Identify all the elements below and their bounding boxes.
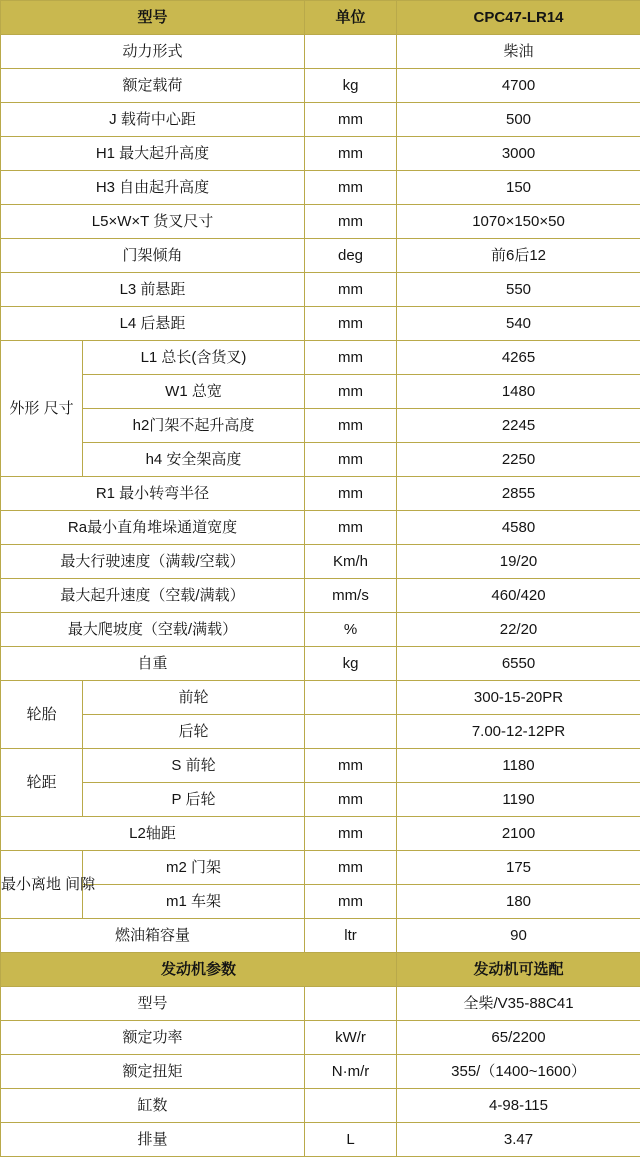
table-header-row xyxy=(1,1,640,35)
row-value: 前6后12 xyxy=(397,239,640,273)
row-label: 燃油箱容量 xyxy=(1,919,305,953)
row-unit: mm xyxy=(305,749,397,783)
row-label: P 后轮 xyxy=(83,783,305,817)
row-unit: kg xyxy=(305,647,397,681)
row-label: 缸数 xyxy=(1,1089,305,1123)
row-label: 额定功率 xyxy=(1,1021,305,1055)
row-unit: mm xyxy=(305,205,397,239)
table-row xyxy=(1,1055,640,1089)
row-label: 动力形式 xyxy=(1,35,305,69)
row-label: 最大爬坡度（空载/满载） xyxy=(1,613,305,647)
row-value: 6550 xyxy=(397,647,640,681)
row-label: 前轮 xyxy=(83,681,305,715)
row-value: 2245 xyxy=(397,409,640,443)
table-row xyxy=(1,171,640,205)
row-value: 4580 xyxy=(397,511,640,545)
row-label: 最大行驶速度（满载/空载） xyxy=(1,545,305,579)
row-value: 65/2200 xyxy=(397,1021,640,1055)
header-value: CPC47-LR14 xyxy=(397,1,640,35)
group-label-track: 轮距 xyxy=(1,749,83,817)
row-value: 3000 xyxy=(397,137,640,171)
row-unit: mm xyxy=(305,273,397,307)
row-unit: deg xyxy=(305,239,397,273)
group-label-clearance: 最小离地 间隙 xyxy=(1,851,83,919)
row-label: 额定扭矩 xyxy=(1,1055,305,1089)
table-row xyxy=(1,749,640,783)
row-value: 90 xyxy=(397,919,640,953)
table-row xyxy=(1,137,640,171)
row-value: 300-15-20PR xyxy=(397,681,640,715)
row-value: 7.00-12-12PR xyxy=(397,715,640,749)
row-value: 1190 xyxy=(397,783,640,817)
row-value: 150 xyxy=(397,171,640,205)
engine-section-title: 发动机参数 xyxy=(1,953,397,987)
row-unit: ltr xyxy=(305,919,397,953)
row-unit: Km/h xyxy=(305,545,397,579)
row-value: 3.47 xyxy=(397,1123,640,1157)
row-unit: mm xyxy=(305,341,397,375)
row-unit: L xyxy=(305,1123,397,1157)
table-row xyxy=(1,919,640,953)
row-unit: mm xyxy=(305,477,397,511)
row-unit xyxy=(305,681,397,715)
group-label-dimensions: 外形 尺寸 xyxy=(1,341,83,477)
row-label: J 载荷中心距 xyxy=(1,103,305,137)
row-value: 22/20 xyxy=(397,613,640,647)
row-value: 2855 xyxy=(397,477,640,511)
table-row xyxy=(1,1123,640,1157)
row-unit: mm xyxy=(305,103,397,137)
row-label: L5×W×T 货叉尺寸 xyxy=(1,205,305,239)
row-label: 排量 xyxy=(1,1123,305,1157)
row-label: L2轴距 xyxy=(1,817,305,851)
row-value: 4700 xyxy=(397,69,640,103)
row-unit: mm xyxy=(305,443,397,477)
row-value: 355/（1400~1600） xyxy=(397,1055,640,1089)
row-label: L3 前悬距 xyxy=(1,273,305,307)
row-unit: mm xyxy=(305,783,397,817)
row-label: 后轮 xyxy=(83,715,305,749)
row-label: m2 门架 xyxy=(83,851,305,885)
table-row xyxy=(1,1021,640,1055)
row-unit: mm xyxy=(305,171,397,205)
table-row xyxy=(1,1089,640,1123)
table-row xyxy=(1,375,640,409)
row-value: 19/20 xyxy=(397,545,640,579)
table-row xyxy=(1,681,640,715)
row-unit: mm xyxy=(305,511,397,545)
row-unit: mm xyxy=(305,885,397,919)
table-row xyxy=(1,443,640,477)
row-label: S 前轮 xyxy=(83,749,305,783)
table-row xyxy=(1,613,640,647)
row-unit: mm xyxy=(305,851,397,885)
table-row xyxy=(1,273,640,307)
table-row xyxy=(1,817,640,851)
row-value: 1180 xyxy=(397,749,640,783)
row-value: 全柴/V35-88C41 xyxy=(397,987,640,1021)
row-unit xyxy=(305,715,397,749)
row-value: 2250 xyxy=(397,443,640,477)
row-label: H1 最大起升高度 xyxy=(1,137,305,171)
row-value: 4-98-115 xyxy=(397,1089,640,1123)
row-unit xyxy=(305,987,397,1021)
row-label: h2门架不起升高度 xyxy=(83,409,305,443)
row-value: 175 xyxy=(397,851,640,885)
row-label: L4 后悬距 xyxy=(1,307,305,341)
row-label: 型号 xyxy=(1,987,305,1021)
row-label: R1 最小转弯半径 xyxy=(1,477,305,511)
row-unit xyxy=(305,35,397,69)
table-row xyxy=(1,35,640,69)
table-row xyxy=(1,545,640,579)
row-label: 最大起升速度（空载/满载） xyxy=(1,579,305,613)
row-unit: mm xyxy=(305,409,397,443)
row-value: 500 xyxy=(397,103,640,137)
row-value: 柴油 xyxy=(397,35,640,69)
table-row xyxy=(1,205,640,239)
table-row xyxy=(1,341,640,375)
row-unit: kW/r xyxy=(305,1021,397,1055)
table-row xyxy=(1,783,640,817)
table-row xyxy=(1,409,640,443)
header-unit: 单位 xyxy=(305,1,397,35)
table-row xyxy=(1,647,640,681)
row-unit: mm xyxy=(305,375,397,409)
row-value: 4265 xyxy=(397,341,640,375)
row-label: W1 总宽 xyxy=(83,375,305,409)
table-row xyxy=(1,103,640,137)
table-row xyxy=(1,885,640,919)
row-value: 460/420 xyxy=(397,579,640,613)
table-row xyxy=(1,239,640,273)
table-row xyxy=(1,69,640,103)
row-value: 180 xyxy=(397,885,640,919)
row-unit: mm/s xyxy=(305,579,397,613)
table-row xyxy=(1,511,640,545)
row-label: L1 总长(含货叉) xyxy=(83,341,305,375)
row-unit xyxy=(305,1089,397,1123)
row-unit: mm xyxy=(305,137,397,171)
row-unit: mm xyxy=(305,307,397,341)
row-value: 2100 xyxy=(397,817,640,851)
row-label: h4 安全架高度 xyxy=(83,443,305,477)
table-row xyxy=(1,477,640,511)
row-label: m1 车架 xyxy=(83,885,305,919)
table-row xyxy=(1,851,640,885)
engine-section-header xyxy=(1,953,640,987)
table-row xyxy=(1,715,640,749)
row-value: 550 xyxy=(397,273,640,307)
row-value: 1480 xyxy=(397,375,640,409)
table-row xyxy=(1,307,640,341)
row-value: 1070×150×50 xyxy=(397,205,640,239)
engine-section-value-title: 发动机可选配 xyxy=(397,953,640,987)
row-unit: mm xyxy=(305,817,397,851)
table-row xyxy=(1,579,640,613)
group-label-tires: 轮胎 xyxy=(1,681,83,749)
row-unit: N·m/r xyxy=(305,1055,397,1089)
row-value: 540 xyxy=(397,307,640,341)
row-label: 自重 xyxy=(1,647,305,681)
row-unit: % xyxy=(305,613,397,647)
row-label: 额定载荷 xyxy=(1,69,305,103)
row-label: Ra最小直角堆垛通道宽度 xyxy=(1,511,305,545)
table-row xyxy=(1,987,640,1021)
row-unit: kg xyxy=(305,69,397,103)
header-model: 型号 xyxy=(1,1,305,35)
row-label: 门架倾角 xyxy=(1,239,305,273)
row-label: H3 自由起升高度 xyxy=(1,171,305,205)
